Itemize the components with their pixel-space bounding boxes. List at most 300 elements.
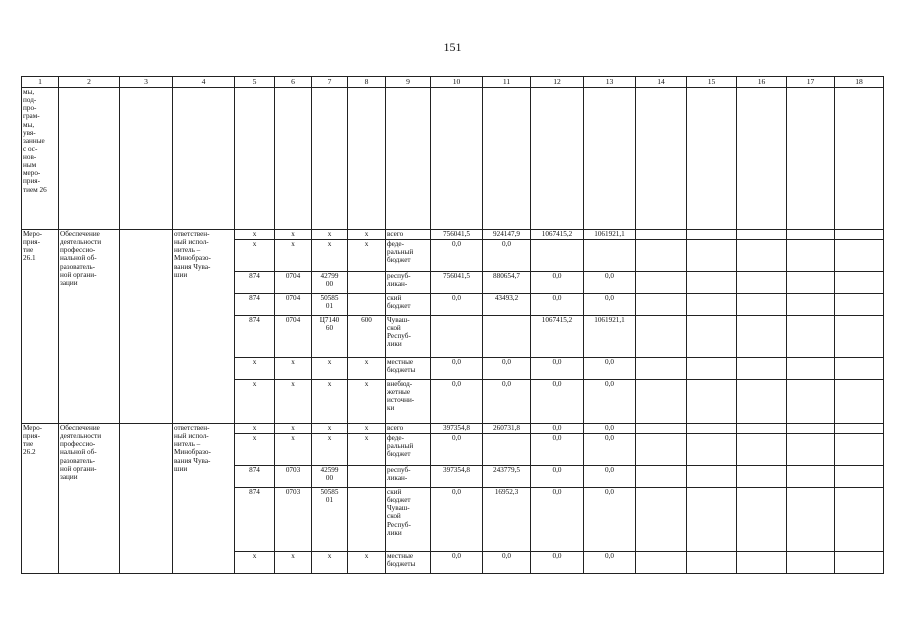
empty-cell [737, 240, 787, 272]
amount-v13: 1061921,1 [584, 230, 636, 240]
amount-v13: 0,0 [584, 434, 636, 466]
empty-cell [737, 294, 787, 316]
funding-source [386, 380, 431, 424]
funding-source [386, 358, 431, 380]
column-number: 6 [275, 77, 312, 88]
column-number: 12 [531, 77, 584, 88]
amount-v13: 0,0 [584, 552, 636, 574]
event-executor [173, 424, 235, 574]
cell-line: 00 [325, 280, 334, 289]
amount-v10 [431, 316, 483, 358]
cell-line: ский [387, 294, 402, 302]
expense-type-code: x [348, 230, 386, 240]
empty-cell [835, 466, 884, 488]
empty-cell [59, 88, 120, 230]
cell-line: нитель – [174, 440, 201, 449]
cell-line: 01 [325, 302, 334, 311]
cell-line: респуб- [387, 466, 411, 474]
amount-v10: 0,0 [431, 380, 483, 424]
amount-v13: 0,0 [584, 380, 636, 424]
empty-cell [835, 240, 884, 272]
cell-line: тие [23, 246, 34, 255]
expense-type-code [348, 488, 386, 552]
empty-cell [737, 358, 787, 380]
empty-cell [687, 424, 737, 434]
empty-cell [737, 466, 787, 488]
empty-cell [687, 240, 737, 272]
expense-type-code [348, 466, 386, 488]
empty-cell [835, 424, 884, 434]
empty-cell [636, 240, 687, 272]
column-number: 1 [22, 77, 59, 88]
amount-v12: 0,0 [531, 552, 584, 574]
amount-v13: 0,0 [584, 488, 636, 552]
empty-cell [737, 488, 787, 552]
cell-line: x [327, 240, 332, 248]
cell-line: 26.2 [23, 448, 36, 457]
section-code: x [275, 380, 312, 424]
cell-line: ки [387, 404, 395, 413]
cell-line: под- [23, 96, 37, 105]
empty-cell [636, 316, 687, 358]
amount-v13: 1061921,1 [584, 316, 636, 358]
amount-v12: 0,0 [531, 424, 584, 434]
cell-line: Чуваш- [387, 504, 410, 513]
cell-line: тие [23, 440, 34, 449]
cell-line: внебюд- [387, 380, 413, 388]
cell-line: нальной об- [60, 448, 97, 457]
column-number: 10 [431, 77, 483, 88]
cell-line: бюджет [387, 450, 411, 459]
cell-line: местные [387, 552, 414, 560]
amount-v11: 0,0 [483, 358, 531, 380]
cell-line: нитель – [174, 246, 201, 255]
cell-line: Респуб- [387, 520, 411, 529]
cell-line: профессио- [60, 246, 96, 255]
cell-line: лики [387, 528, 402, 537]
cell-line: Чуваш- [387, 316, 410, 324]
empty-cell [687, 272, 737, 294]
empty-cell [737, 316, 787, 358]
amount-v12 [531, 240, 584, 272]
amount-v10: 0,0 [431, 240, 483, 272]
expense-type-code [348, 294, 386, 316]
amount-v13: 0,0 [584, 424, 636, 434]
target-code [312, 466, 348, 488]
page-number: 151 [443, 40, 462, 54]
funding-source [386, 488, 431, 552]
cell-line: x [327, 434, 332, 442]
funding-source [386, 240, 431, 272]
cell-line: вания Чува- [174, 456, 211, 465]
cell-line: ным [23, 161, 37, 170]
cell-line: шии [174, 270, 188, 279]
amount-v10: 397354,8 [431, 466, 483, 488]
amount-v10: 756041,5 [431, 272, 483, 294]
cell-line: зации [60, 472, 78, 481]
cell-line: про- [23, 104, 37, 113]
section-code: x [275, 358, 312, 380]
cell-line: увя- [23, 128, 36, 137]
cell-line: всего [387, 424, 404, 432]
amount-v11 [483, 316, 531, 358]
cell-line: ответствен- [174, 230, 210, 238]
cell-line: лики [387, 340, 402, 349]
column-number: 8 [348, 77, 386, 88]
cell-line: x [327, 358, 332, 366]
cell-line: ральный [387, 248, 414, 257]
amount-v13 [584, 240, 636, 272]
amount-v11: 243779,5 [483, 466, 531, 488]
cell-line: тием 26 [23, 185, 47, 194]
target-code [312, 552, 348, 574]
cell-line: зации [60, 278, 78, 287]
amount-v12: 0,0 [531, 466, 584, 488]
empty-cell [120, 230, 173, 424]
empty-cell [636, 230, 687, 240]
cell-line: ликан- [387, 474, 408, 483]
section-code: 0703 [275, 488, 312, 552]
amount-v13: 0,0 [584, 358, 636, 380]
empty-cell [636, 424, 687, 434]
funding-source [386, 552, 431, 574]
amount-v10: 397354,8 [431, 424, 483, 434]
amount-v10: 0,0 [431, 552, 483, 574]
cell-line: ской [387, 324, 401, 333]
target-code [312, 240, 348, 272]
cell-line: бюджет [387, 302, 411, 311]
cell-line: разователь- [60, 456, 96, 465]
empty-cell [835, 316, 884, 358]
cell-line: ный испол- [174, 432, 209, 441]
empty-cell [636, 294, 687, 316]
empty-cell [431, 88, 483, 230]
expense-type-code: x [348, 424, 386, 434]
amount-v11: 880654,7 [483, 272, 531, 294]
empty-cell [275, 88, 312, 230]
empty-cell [636, 380, 687, 424]
expense-type-code: x [348, 358, 386, 380]
amount-v11: 924147,9 [483, 230, 531, 240]
column-number: 4 [173, 77, 235, 88]
empty-cell [737, 272, 787, 294]
continuation-text [22, 88, 59, 230]
target-code [312, 316, 348, 358]
empty-cell [687, 552, 737, 574]
column-number-row [22, 77, 884, 88]
cell-line: 26.1 [23, 254, 36, 263]
empty-cell [584, 88, 636, 230]
column-number: 15 [687, 77, 737, 88]
amount-v13: 0,0 [584, 294, 636, 316]
event-description [59, 424, 120, 574]
cell-line: бюджеты [387, 366, 416, 375]
cell-line: Обеспечение [60, 230, 100, 238]
column-number: 17 [787, 77, 835, 88]
cell-line: респуб- [387, 272, 411, 280]
empty-cell [835, 380, 884, 424]
cell-line: 60 [325, 324, 334, 333]
funding-source [386, 316, 431, 358]
funding-source [386, 434, 431, 466]
cell-line: нов- [23, 153, 37, 161]
cell-line: меро- [23, 169, 41, 178]
column-number: 5 [235, 77, 275, 88]
cell-line: Меро- [23, 230, 43, 238]
empty-cell [835, 272, 884, 294]
cell-line: x [327, 380, 332, 388]
empty-cell [787, 358, 835, 380]
cell-line: жетные [387, 388, 411, 397]
empty-cell [835, 552, 884, 574]
grbs-code: 874 [235, 316, 275, 358]
empty-cell [483, 88, 531, 230]
expense-type-code: x [348, 380, 386, 424]
column-number: 2 [59, 77, 120, 88]
empty-cell [835, 358, 884, 380]
budget-table [21, 76, 884, 574]
empty-cell [737, 424, 787, 434]
section-code: 0704 [275, 294, 312, 316]
target-code [312, 488, 348, 552]
empty-cell [787, 88, 835, 230]
empty-cell [636, 552, 687, 574]
funding-source [386, 466, 431, 488]
column-number: 11 [483, 77, 531, 88]
cell-line: x [327, 424, 332, 432]
cell-line: с ос- [23, 144, 38, 153]
grbs-code: x [235, 424, 275, 434]
column-number: 13 [584, 77, 636, 88]
section-code: 0703 [275, 466, 312, 488]
funding-source [386, 294, 431, 316]
target-code [312, 434, 348, 466]
funding-source [386, 424, 431, 434]
empty-cell [687, 230, 737, 240]
empty-cell [787, 424, 835, 434]
amount-v11: 0,0 [483, 240, 531, 272]
amount-v10: 0,0 [431, 434, 483, 466]
column-number: 7 [312, 77, 348, 88]
empty-cell [636, 466, 687, 488]
grbs-code: x [235, 434, 275, 466]
empty-cell [687, 294, 737, 316]
cell-line: 50585 [320, 488, 339, 496]
cell-line: всего [387, 230, 404, 238]
cell-line: профессио- [60, 440, 96, 449]
empty-cell [687, 466, 737, 488]
column-number: 3 [120, 77, 173, 88]
column-number: 9 [386, 77, 431, 88]
target-code [312, 230, 348, 240]
cell-line: мы, [23, 88, 35, 96]
empty-cell [737, 552, 787, 574]
target-code [312, 424, 348, 434]
column-number: 16 [737, 77, 787, 88]
empty-cell [120, 424, 173, 574]
cell-line: деятельности [60, 432, 102, 441]
amount-v10: 0,0 [431, 294, 483, 316]
cell-line: бюджеты [387, 560, 416, 569]
table-row [22, 230, 884, 240]
amount-v12: 1067415,2 [531, 230, 584, 240]
empty-cell [120, 88, 173, 230]
section-code: 0704 [275, 316, 312, 358]
expense-type-code: x [348, 434, 386, 466]
grbs-code: x [235, 552, 275, 574]
empty-cell [687, 488, 737, 552]
cell-line: ной органи- [60, 464, 97, 473]
grbs-code: x [235, 358, 275, 380]
amount-v12: 1067415,2 [531, 316, 584, 358]
cell-line: ский [387, 488, 402, 496]
cell-line: бюджет [387, 256, 411, 265]
cell-line: ской [387, 512, 401, 521]
funding-source [386, 272, 431, 294]
empty-cell [787, 240, 835, 272]
cell-line: ный испол- [174, 238, 209, 247]
empty-cell [636, 272, 687, 294]
empty-cell [737, 88, 787, 230]
empty-cell [787, 552, 835, 574]
amount-v11: 0,0 [483, 552, 531, 574]
cell-line: Ц7140 [319, 316, 340, 324]
empty-cell [235, 88, 275, 230]
expense-type-code: x [348, 240, 386, 272]
cell-line: прия- [23, 238, 40, 247]
table-row [22, 424, 884, 434]
event-description [59, 230, 120, 424]
empty-cell [386, 88, 431, 230]
empty-cell [835, 434, 884, 466]
cell-line: разователь- [60, 262, 96, 271]
cell-line: прия- [23, 432, 40, 441]
empty-cell [787, 380, 835, 424]
target-code [312, 272, 348, 294]
cell-line: источни- [387, 396, 415, 405]
empty-cell [636, 88, 687, 230]
cell-line: Минобразо- [174, 254, 211, 263]
section-code: x [275, 230, 312, 240]
grbs-code: 874 [235, 488, 275, 552]
grbs-code: x [235, 240, 275, 272]
amount-v12: 0,0 [531, 358, 584, 380]
event-executor [173, 230, 235, 424]
cell-line: занные [23, 136, 45, 145]
grbs-code: 874 [235, 272, 275, 294]
grbs-code: 874 [235, 294, 275, 316]
grbs-code: x [235, 380, 275, 424]
empty-cell [737, 230, 787, 240]
amount-v11: 260731,8 [483, 424, 531, 434]
amount-v11: 16952,3 [483, 488, 531, 552]
cell-line: Минобразо- [174, 448, 211, 457]
empty-cell [636, 358, 687, 380]
cell-line: феде- [387, 240, 404, 248]
empty-cell [687, 434, 737, 466]
expense-type-code [348, 272, 386, 294]
empty-cell [348, 88, 386, 230]
amount-v10: 756041,5 [431, 230, 483, 240]
cell-line: нальной об- [60, 254, 97, 263]
empty-cell [687, 88, 737, 230]
cell-line: Обеспечение [60, 424, 100, 432]
section-code: 0704 [275, 272, 312, 294]
amount-v11 [483, 434, 531, 466]
cell-line: бюджет [387, 496, 411, 505]
cell-line: 01 [325, 496, 334, 505]
empty-cell [737, 434, 787, 466]
empty-cell [312, 88, 348, 230]
amount-v11: 0,0 [483, 380, 531, 424]
empty-cell [787, 230, 835, 240]
amount-v12: 0,0 [531, 434, 584, 466]
expense-type-code: 600 [348, 316, 386, 358]
empty-cell [835, 488, 884, 552]
amount-v10: 0,0 [431, 358, 483, 380]
cell-line: Меро- [23, 424, 43, 432]
event-name [22, 230, 59, 424]
empty-cell [787, 434, 835, 466]
target-code [312, 358, 348, 380]
empty-cell [835, 230, 884, 240]
column-number: 18 [835, 77, 884, 88]
empty-cell [737, 380, 787, 424]
cell-line: местные [387, 358, 414, 366]
event-name [22, 424, 59, 574]
cell-line: 42599 [320, 466, 339, 474]
cell-line: 50585 [320, 294, 339, 302]
amount-v13: 0,0 [584, 466, 636, 488]
empty-cell [787, 272, 835, 294]
empty-cell [787, 316, 835, 358]
amount-v13: 0,0 [584, 272, 636, 294]
cell-line: грам- [23, 112, 40, 121]
target-code [312, 294, 348, 316]
cell-line: феде- [387, 434, 404, 442]
empty-cell [835, 294, 884, 316]
empty-cell [787, 466, 835, 488]
expense-type-code: x [348, 552, 386, 574]
empty-cell [787, 294, 835, 316]
empty-cell [687, 358, 737, 380]
cell-line: 00 [325, 474, 334, 483]
target-code [312, 380, 348, 424]
amount-v12: 0,0 [531, 272, 584, 294]
continuation-row [22, 88, 884, 230]
cell-line: ликан- [387, 280, 408, 289]
empty-cell [173, 88, 235, 230]
amount-v12: 0,0 [531, 380, 584, 424]
section-code: x [275, 240, 312, 272]
amount-v12: 0,0 [531, 488, 584, 552]
amount-v12: 0,0 [531, 294, 584, 316]
amount-v10: 0,0 [431, 488, 483, 552]
cell-line: ной органи- [60, 270, 97, 279]
empty-cell [636, 434, 687, 466]
cell-line: Респуб- [387, 332, 411, 341]
grbs-code: 874 [235, 466, 275, 488]
funding-source [386, 230, 431, 240]
empty-cell [636, 488, 687, 552]
amount-v11: 43493,2 [483, 294, 531, 316]
cell-line: прия- [23, 177, 40, 186]
cell-line: ответствен- [174, 424, 210, 432]
cell-line: шии [174, 464, 188, 473]
cell-line: мы, [23, 120, 35, 129]
cell-line: 42799 [320, 272, 339, 280]
section-code: x [275, 434, 312, 466]
